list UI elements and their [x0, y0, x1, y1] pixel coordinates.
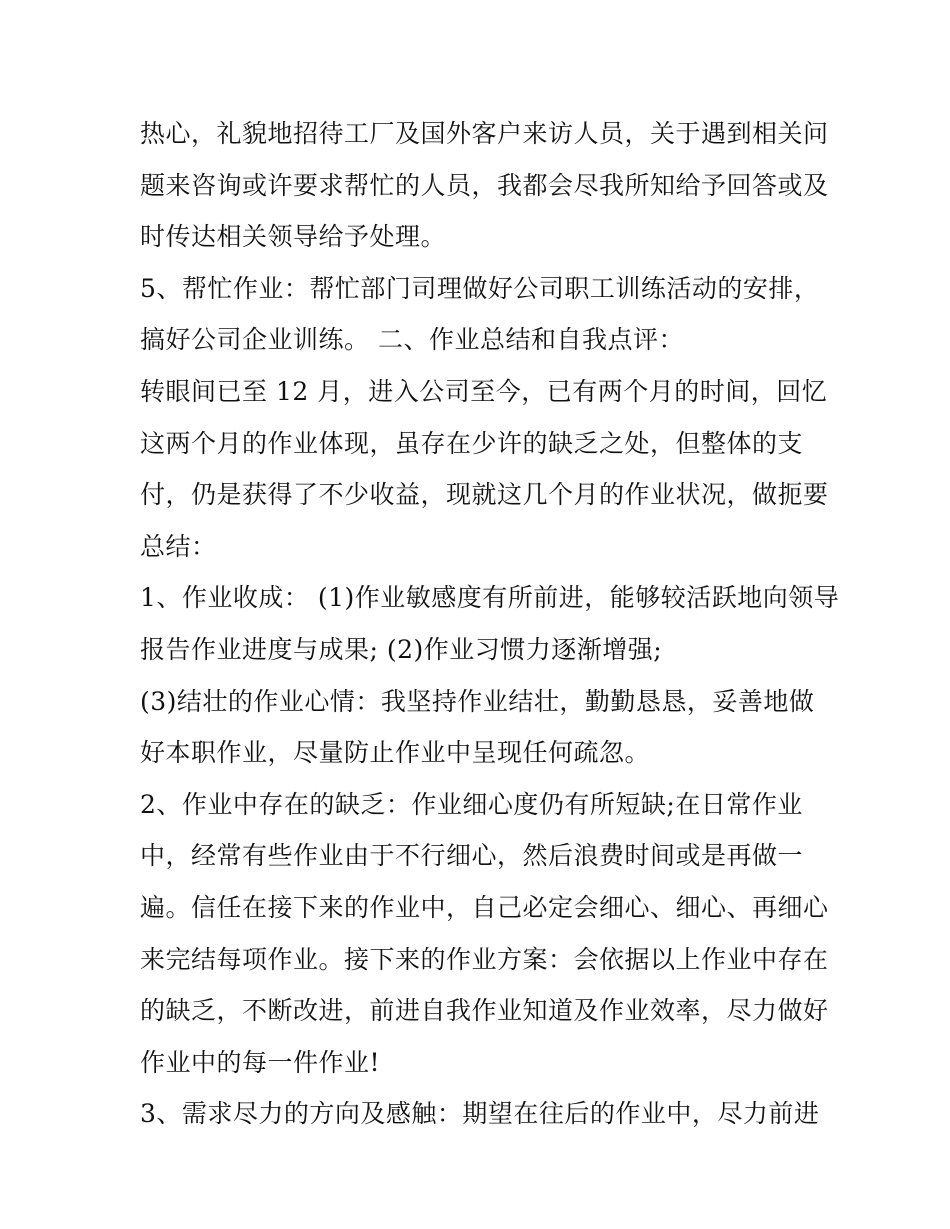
- text-line: 5、帮忙作业：帮忙部门司理做好公司职工训练活动的安排，: [140, 273, 820, 303]
- text-line: 中，经常有些作业由于不行细心，然后浪费时间或是再做一: [140, 841, 804, 871]
- text-line: 3、需求尽力的方向及感触：期望在往后的作业中，尽力前进: [140, 1099, 820, 1129]
- text-line: (3)结壮的作业心情：我坚持作业结壮，勤勤恳恳，妥善地做: [140, 686, 815, 716]
- text-line: 总结：: [140, 531, 217, 561]
- text-line: 题来咨询或许要求帮忙的人员，我都会尽我所知给予回答或及: [140, 170, 829, 200]
- text-line: 付，仍是获得了不少收益，现就这几个月的作业状况，做扼要: [140, 480, 829, 510]
- text-line: 搞好公司企业训练。 二、作业总结和自我点评：: [140, 325, 684, 355]
- text-line: 作业中的每一件作业!: [140, 1047, 381, 1077]
- document-body: [140, 108, 840, 1140]
- text-line: 好本职作业，尽量防止作业中呈现任何疏忽。: [140, 738, 651, 768]
- text-line: 遍。信任在接下来的作业中，自己必定会细心、细心、再细心: [140, 892, 829, 922]
- text-line: 这两个月的作业体现，虽存在少许的缺乏之处，但整体的支: [140, 428, 804, 458]
- text-line: 来完结每项作业。接下来的作业方案：会依据以上作业中存在: [140, 944, 829, 974]
- text-line: 热心，礼貌地招待工厂及国外客户来访人员，关于遇到相关问: [140, 119, 829, 148]
- text-line: 时传达相关领导给予处理。: [140, 222, 447, 252]
- text-line: 转眼间已至 12 月，进入公司至今，已有两个月的时间，回忆: [140, 376, 828, 406]
- text-line: 报告作业进度与成果; (2)作业习惯力逐渐增强;: [140, 634, 663, 664]
- text-line: 的缺乏，不断改进，前进自我作业知道及作业效率，尽力做好: [140, 996, 829, 1026]
- text-line: 2、作业中存在的缺乏：作业细心度仍有所短缺;在日常作业: [140, 789, 803, 819]
- text-line: 1、作业收成： (1)作业敏感度有所前进，能够较活跃地向领导: [140, 583, 840, 613]
